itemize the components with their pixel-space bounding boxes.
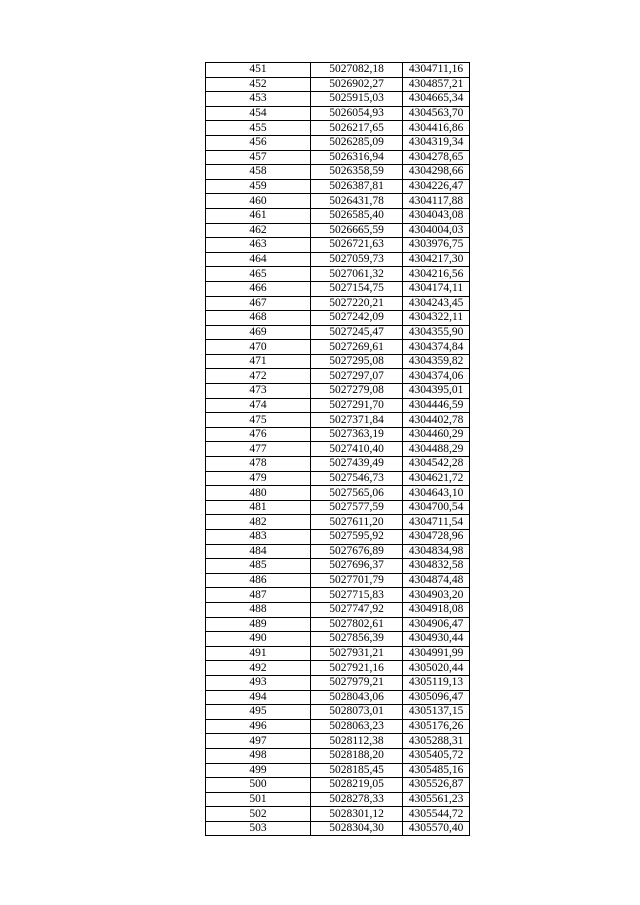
x-coordinate-cell: 5028278,33 bbox=[311, 792, 403, 807]
table-row bbox=[206, 267, 470, 282]
point-number-cell: 483 bbox=[206, 530, 311, 545]
x-coordinate-cell: 5027242,09 bbox=[311, 311, 403, 326]
y-coordinate-cell: 4305288,31 bbox=[403, 734, 470, 749]
x-coordinate-cell: 5027154,75 bbox=[311, 281, 403, 296]
point-number-cell: 466 bbox=[206, 281, 311, 296]
table-row bbox=[206, 427, 470, 442]
point-number-cell: 453 bbox=[206, 92, 311, 107]
y-coordinate-cell: 4305020,44 bbox=[403, 661, 470, 676]
table-row bbox=[206, 734, 470, 749]
point-number-cell: 473 bbox=[206, 384, 311, 399]
x-coordinate-cell: 5026316,94 bbox=[311, 150, 403, 165]
x-coordinate-cell: 5027856,39 bbox=[311, 632, 403, 647]
table-row bbox=[206, 63, 470, 78]
x-coordinate-cell: 5027696,37 bbox=[311, 559, 403, 574]
x-coordinate-cell: 5027220,21 bbox=[311, 296, 403, 311]
x-coordinate-cell: 5026285,09 bbox=[311, 135, 403, 150]
y-coordinate-cell: 4305405,72 bbox=[403, 748, 470, 763]
point-number-cell: 492 bbox=[206, 661, 311, 676]
table-row bbox=[206, 77, 470, 92]
x-coordinate-cell: 5027295,08 bbox=[311, 354, 403, 369]
point-number-cell: 460 bbox=[206, 194, 311, 209]
x-coordinate-cell: 5026387,81 bbox=[311, 179, 403, 194]
table-row bbox=[206, 165, 470, 180]
point-number-cell: 495 bbox=[206, 705, 311, 720]
point-number-cell: 486 bbox=[206, 573, 311, 588]
y-coordinate-cell: 4304374,06 bbox=[403, 369, 470, 384]
x-coordinate-cell: 5027371,84 bbox=[311, 413, 403, 428]
y-coordinate-cell: 4304216,56 bbox=[403, 267, 470, 282]
table-row bbox=[206, 457, 470, 472]
y-coordinate-cell: 4304857,21 bbox=[403, 77, 470, 92]
table-row bbox=[206, 208, 470, 223]
y-coordinate-cell: 4304700,54 bbox=[403, 500, 470, 515]
point-number-cell: 499 bbox=[206, 763, 311, 778]
x-coordinate-cell: 5027595,92 bbox=[311, 530, 403, 545]
y-coordinate-cell: 4304322,11 bbox=[403, 311, 470, 326]
x-coordinate-cell: 5028043,06 bbox=[311, 690, 403, 705]
point-number-cell: 481 bbox=[206, 500, 311, 515]
y-coordinate-cell: 4304665,34 bbox=[403, 92, 470, 107]
y-coordinate-cell: 4304991,99 bbox=[403, 646, 470, 661]
point-number-cell: 491 bbox=[206, 646, 311, 661]
y-coordinate-cell: 4305485,16 bbox=[403, 763, 470, 778]
x-coordinate-cell: 5027245,47 bbox=[311, 325, 403, 340]
point-number-cell: 467 bbox=[206, 296, 311, 311]
x-coordinate-cell: 5026585,40 bbox=[311, 208, 403, 223]
point-number-cell: 497 bbox=[206, 734, 311, 749]
table-row bbox=[206, 675, 470, 690]
x-coordinate-cell: 5028185,45 bbox=[311, 763, 403, 778]
point-number-cell: 482 bbox=[206, 515, 311, 530]
table-row bbox=[206, 281, 470, 296]
x-coordinate-cell: 5028188,20 bbox=[311, 748, 403, 763]
table-row bbox=[206, 559, 470, 574]
y-coordinate-cell: 4304930,44 bbox=[403, 632, 470, 647]
table-row bbox=[206, 602, 470, 617]
x-coordinate-cell: 5026217,65 bbox=[311, 121, 403, 136]
point-number-cell: 472 bbox=[206, 369, 311, 384]
y-coordinate-cell: 4304711,54 bbox=[403, 515, 470, 530]
table-row bbox=[206, 92, 470, 107]
point-number-cell: 471 bbox=[206, 354, 311, 369]
point-number-cell: 500 bbox=[206, 778, 311, 793]
table-row bbox=[206, 500, 470, 515]
y-coordinate-cell: 4304446,59 bbox=[403, 398, 470, 413]
y-coordinate-cell: 4305096,47 bbox=[403, 690, 470, 705]
x-coordinate-cell: 5027802,61 bbox=[311, 617, 403, 632]
x-coordinate-cell: 5028304,30 bbox=[311, 821, 403, 836]
table-row bbox=[206, 135, 470, 150]
table-row bbox=[206, 515, 470, 530]
point-number-cell: 457 bbox=[206, 150, 311, 165]
table-row bbox=[206, 471, 470, 486]
coordinates-table-body bbox=[206, 63, 470, 836]
table-row bbox=[206, 807, 470, 822]
x-coordinate-cell: 5027269,61 bbox=[311, 340, 403, 355]
point-number-cell: 476 bbox=[206, 427, 311, 442]
table-row bbox=[206, 252, 470, 267]
point-number-cell: 470 bbox=[206, 340, 311, 355]
x-coordinate-cell: 5027546,73 bbox=[311, 471, 403, 486]
y-coordinate-cell: 4304906,47 bbox=[403, 617, 470, 632]
y-coordinate-cell: 4304319,34 bbox=[403, 135, 470, 150]
table-row bbox=[206, 617, 470, 632]
table-row bbox=[206, 106, 470, 121]
point-number-cell: 469 bbox=[206, 325, 311, 340]
table-row bbox=[206, 369, 470, 384]
x-coordinate-cell: 5028219,05 bbox=[311, 778, 403, 793]
table-row bbox=[206, 413, 470, 428]
x-coordinate-cell: 5027410,40 bbox=[311, 442, 403, 457]
x-coordinate-cell: 5028073,01 bbox=[311, 705, 403, 720]
x-coordinate-cell: 5026902,27 bbox=[311, 77, 403, 92]
y-coordinate-cell: 4305561,23 bbox=[403, 792, 470, 807]
point-number-cell: 462 bbox=[206, 223, 311, 238]
x-coordinate-cell: 5028112,38 bbox=[311, 734, 403, 749]
point-number-cell: 501 bbox=[206, 792, 311, 807]
point-number-cell: 490 bbox=[206, 632, 311, 647]
table-row bbox=[206, 296, 470, 311]
x-coordinate-cell: 5027701,79 bbox=[311, 573, 403, 588]
point-number-cell: 456 bbox=[206, 135, 311, 150]
y-coordinate-cell: 4304174,11 bbox=[403, 281, 470, 296]
table-row bbox=[206, 384, 470, 399]
point-number-cell: 487 bbox=[206, 588, 311, 603]
table-row bbox=[206, 223, 470, 238]
y-coordinate-cell: 4304488,29 bbox=[403, 442, 470, 457]
x-coordinate-cell: 5027297,07 bbox=[311, 369, 403, 384]
table-row bbox=[206, 573, 470, 588]
table-row bbox=[206, 354, 470, 369]
x-coordinate-cell: 5025915,03 bbox=[311, 92, 403, 107]
y-coordinate-cell: 4305526,87 bbox=[403, 778, 470, 793]
point-number-cell: 502 bbox=[206, 807, 311, 822]
table-row bbox=[206, 121, 470, 136]
point-number-cell: 454 bbox=[206, 106, 311, 121]
y-coordinate-cell: 4304643,10 bbox=[403, 486, 470, 501]
table-row bbox=[206, 690, 470, 705]
x-coordinate-cell: 5027291,70 bbox=[311, 398, 403, 413]
x-coordinate-cell: 5027611,20 bbox=[311, 515, 403, 530]
table-row bbox=[206, 661, 470, 676]
y-coordinate-cell: 4304918,08 bbox=[403, 602, 470, 617]
y-coordinate-cell: 4304359,82 bbox=[403, 354, 470, 369]
y-coordinate-cell: 4304416,86 bbox=[403, 121, 470, 136]
table-row bbox=[206, 530, 470, 545]
y-coordinate-cell: 4304903,20 bbox=[403, 588, 470, 603]
y-coordinate-cell: 4305137,15 bbox=[403, 705, 470, 720]
point-number-cell: 464 bbox=[206, 252, 311, 267]
y-coordinate-cell: 4304542,28 bbox=[403, 457, 470, 472]
point-number-cell: 478 bbox=[206, 457, 311, 472]
x-coordinate-cell: 5027577,59 bbox=[311, 500, 403, 515]
point-number-cell: 485 bbox=[206, 559, 311, 574]
y-coordinate-cell: 4304004,03 bbox=[403, 223, 470, 238]
point-number-cell: 474 bbox=[206, 398, 311, 413]
y-coordinate-cell: 4304278,65 bbox=[403, 150, 470, 165]
point-number-cell: 494 bbox=[206, 690, 311, 705]
point-number-cell: 451 bbox=[206, 63, 311, 78]
point-number-cell: 465 bbox=[206, 267, 311, 282]
y-coordinate-cell: 4305119,13 bbox=[403, 675, 470, 690]
table-row bbox=[206, 442, 470, 457]
y-coordinate-cell: 4304217,30 bbox=[403, 252, 470, 267]
table-row bbox=[206, 340, 470, 355]
y-coordinate-cell: 4304563,70 bbox=[403, 106, 470, 121]
point-number-cell: 479 bbox=[206, 471, 311, 486]
y-coordinate-cell: 4303976,75 bbox=[403, 238, 470, 253]
x-coordinate-cell: 5027279,08 bbox=[311, 384, 403, 399]
x-coordinate-cell: 5027082,18 bbox=[311, 63, 403, 78]
point-number-cell: 496 bbox=[206, 719, 311, 734]
point-number-cell: 477 bbox=[206, 442, 311, 457]
point-number-cell: 475 bbox=[206, 413, 311, 428]
y-coordinate-cell: 4304298,66 bbox=[403, 165, 470, 180]
y-coordinate-cell: 4304226,47 bbox=[403, 179, 470, 194]
table-row bbox=[206, 179, 470, 194]
y-coordinate-cell: 4304728,96 bbox=[403, 530, 470, 545]
table-row bbox=[206, 311, 470, 326]
y-coordinate-cell: 4305570,40 bbox=[403, 821, 470, 836]
x-coordinate-cell: 5026431,78 bbox=[311, 194, 403, 209]
x-coordinate-cell: 5027921,16 bbox=[311, 661, 403, 676]
table-row bbox=[206, 486, 470, 501]
point-number-cell: 489 bbox=[206, 617, 311, 632]
table-row bbox=[206, 705, 470, 720]
y-coordinate-cell: 4304355,90 bbox=[403, 325, 470, 340]
point-number-cell: 455 bbox=[206, 121, 311, 136]
y-coordinate-cell: 4304621,72 bbox=[403, 471, 470, 486]
table-row bbox=[206, 748, 470, 763]
y-coordinate-cell: 4304832,58 bbox=[403, 559, 470, 574]
table-row bbox=[206, 238, 470, 253]
point-number-cell: 452 bbox=[206, 77, 311, 92]
y-coordinate-cell: 4304395,01 bbox=[403, 384, 470, 399]
table-row bbox=[206, 646, 470, 661]
point-number-cell: 480 bbox=[206, 486, 311, 501]
table-row bbox=[206, 719, 470, 734]
x-coordinate-cell: 5027061,32 bbox=[311, 267, 403, 282]
table-row bbox=[206, 778, 470, 793]
point-number-cell: 484 bbox=[206, 544, 311, 559]
point-number-cell: 503 bbox=[206, 821, 311, 836]
y-coordinate-cell: 4304117,88 bbox=[403, 194, 470, 209]
y-coordinate-cell: 4304460,29 bbox=[403, 427, 470, 442]
table-row bbox=[206, 821, 470, 836]
table-row bbox=[206, 588, 470, 603]
x-coordinate-cell: 5027747,92 bbox=[311, 602, 403, 617]
x-coordinate-cell: 5026721,63 bbox=[311, 238, 403, 253]
y-coordinate-cell: 4305176,26 bbox=[403, 719, 470, 734]
y-coordinate-cell: 4304374,84 bbox=[403, 340, 470, 355]
x-coordinate-cell: 5027439,49 bbox=[311, 457, 403, 472]
table-row bbox=[206, 632, 470, 647]
y-coordinate-cell: 4304834,98 bbox=[403, 544, 470, 559]
y-coordinate-cell: 4305544,72 bbox=[403, 807, 470, 822]
point-number-cell: 498 bbox=[206, 748, 311, 763]
point-number-cell: 488 bbox=[206, 602, 311, 617]
table-row bbox=[206, 194, 470, 209]
y-coordinate-cell: 4304043,08 bbox=[403, 208, 470, 223]
x-coordinate-cell: 5027363,19 bbox=[311, 427, 403, 442]
y-coordinate-cell: 4304711,16 bbox=[403, 63, 470, 78]
table-row bbox=[206, 544, 470, 559]
point-number-cell: 461 bbox=[206, 208, 311, 223]
x-coordinate-cell: 5027715,83 bbox=[311, 588, 403, 603]
point-number-cell: 468 bbox=[206, 311, 311, 326]
x-coordinate-cell: 5026054,93 bbox=[311, 106, 403, 121]
x-coordinate-cell: 5027979,21 bbox=[311, 675, 403, 690]
x-coordinate-cell: 5027565,06 bbox=[311, 486, 403, 501]
point-number-cell: 458 bbox=[206, 165, 311, 180]
table-row bbox=[206, 763, 470, 778]
table-row bbox=[206, 398, 470, 413]
x-coordinate-cell: 5028301,12 bbox=[311, 807, 403, 822]
table-row bbox=[206, 325, 470, 340]
x-coordinate-cell: 5026358,59 bbox=[311, 165, 403, 180]
point-number-cell: 459 bbox=[206, 179, 311, 194]
table-row bbox=[206, 792, 470, 807]
x-coordinate-cell: 5026665,59 bbox=[311, 223, 403, 238]
x-coordinate-cell: 5027931,21 bbox=[311, 646, 403, 661]
y-coordinate-cell: 4304402,78 bbox=[403, 413, 470, 428]
x-coordinate-cell: 5028063,23 bbox=[311, 719, 403, 734]
coordinates-table bbox=[205, 62, 470, 836]
point-number-cell: 463 bbox=[206, 238, 311, 253]
y-coordinate-cell: 4304874,48 bbox=[403, 573, 470, 588]
x-coordinate-cell: 5027676,89 bbox=[311, 544, 403, 559]
table-row bbox=[206, 150, 470, 165]
x-coordinate-cell: 5027059,73 bbox=[311, 252, 403, 267]
y-coordinate-cell: 4304243,45 bbox=[403, 296, 470, 311]
point-number-cell: 493 bbox=[206, 675, 311, 690]
